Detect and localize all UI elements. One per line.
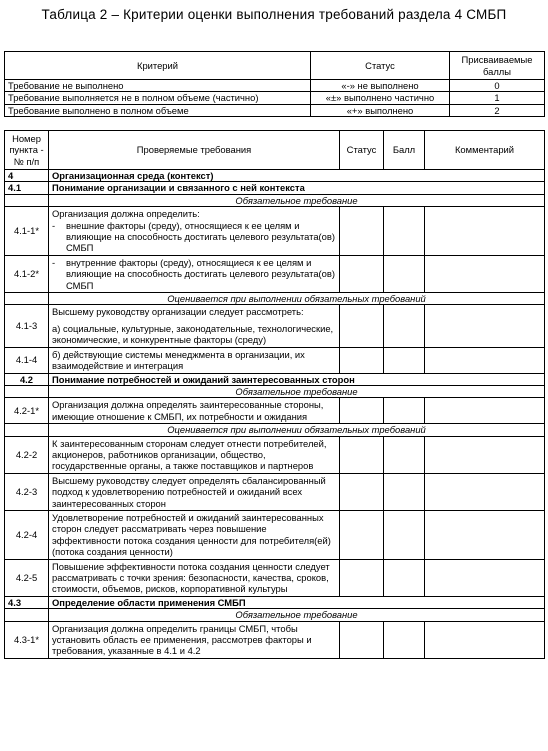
- requirement-row: [5, 398, 545, 424]
- requirement-text: Повышение эффективности потока создания ценности следует рассматривать с точки зрения: безопасности, качества, сроков, стоимости, объемов, рисков, корпоративной культуры: [49, 559, 340, 596]
- status-cell[interactable]: [340, 305, 384, 347]
- requirement-text: Организация должна определить: - внешние факторы (среду), относящиеся к ее целям и влияющие на способность достигать целевого результата(ов) СМБП: [49, 207, 340, 256]
- score-cell[interactable]: [384, 305, 425, 347]
- comment-cell[interactable]: [425, 207, 545, 256]
- score-cell[interactable]: [384, 510, 425, 559]
- legend-status: «+» выполнено: [311, 104, 450, 116]
- requirement-number: 4.2-1*: [5, 398, 49, 424]
- status-cell[interactable]: [340, 207, 384, 256]
- requirement-text: Высшему руководству следует определять сбалансированный подход к удовлетворению потребностей и ожиданий всех заинтересованных сторон: [49, 473, 340, 510]
- requirement-row: [5, 473, 545, 510]
- section-number: 4.1: [5, 182, 49, 194]
- requirement-text: б) действующие системы менеджмента в организации, их взаимодействие и интеграция: [49, 347, 340, 373]
- section-number: 4.2: [5, 373, 49, 385]
- comment-cell[interactable]: [425, 255, 545, 292]
- requirement-number: 4.2-4: [5, 510, 49, 559]
- requirement-text: Высшему руководству организации следует рассмотреть: а) социальные, культурные, законодательные, технологические, экономические, и конкурентные факторы (среду): [49, 305, 340, 347]
- requirement-row: [5, 436, 545, 473]
- status-cell[interactable]: [340, 347, 384, 373]
- section-title: Понимание потребностей и ожиданий заинтересованных сторон: [49, 373, 545, 385]
- mandatory-label: Обязательное требование: [49, 385, 545, 397]
- comment-cell[interactable]: [425, 347, 545, 373]
- section-row: [5, 170, 545, 182]
- score-cell[interactable]: [384, 621, 425, 658]
- subheader-row: [5, 293, 545, 305]
- header-score: Балл: [384, 131, 425, 170]
- status-cell[interactable]: [340, 255, 384, 292]
- legend-row: [5, 104, 545, 116]
- subheader-row: [5, 385, 545, 397]
- requirement-row: [5, 559, 545, 596]
- status-cell[interactable]: [340, 621, 384, 658]
- status-legend-table: [4, 51, 545, 117]
- subheader-row: [5, 424, 545, 436]
- requirement-number: 4.1-4: [5, 347, 49, 373]
- score-cell[interactable]: [384, 559, 425, 596]
- header-requirement: Проверяемые требования: [49, 131, 340, 170]
- section-title: Определение области применения СМБП: [49, 596, 545, 608]
- section-title: Организационная среда (контекст): [49, 170, 545, 182]
- legend-header-row: [5, 52, 545, 80]
- requirement-number: 4.1-3: [5, 305, 49, 347]
- score-cell[interactable]: [384, 207, 425, 256]
- legend-row: [5, 92, 545, 104]
- mandatory-label: Обязательное требование: [49, 194, 545, 206]
- status-cell[interactable]: [340, 398, 384, 424]
- requirement-number: 4.2-3: [5, 473, 49, 510]
- subheader-row: [5, 194, 545, 206]
- requirement-text: К заинтересованным сторонам следует отнести потребителей, акционеров, работников организации, общество, государственные органы, а также поставщиков и партнеров: [49, 436, 340, 473]
- legend-row: [5, 80, 545, 92]
- status-cell[interactable]: [340, 559, 384, 596]
- requirement-text: - внутренние факторы (среду), относящиеся к ее целям и влияющие на способность достигать целевого результата(ов) СМБП: [49, 255, 340, 292]
- requirement-number: 4.3-1*: [5, 621, 49, 658]
- requirement-row: [5, 347, 545, 373]
- status-cell[interactable]: [340, 510, 384, 559]
- subheader-row: [5, 609, 545, 621]
- score-cell[interactable]: [384, 473, 425, 510]
- comment-cell[interactable]: [425, 473, 545, 510]
- comment-cell[interactable]: [425, 398, 545, 424]
- section-row: [5, 182, 545, 194]
- requirement-number: 4.2-5: [5, 559, 49, 596]
- header-status: Статус: [340, 131, 384, 170]
- requirement-text: Организация должна определять заинтересованные стороны, имеющие отношение к СМБП, их потребности и ожидания: [49, 398, 340, 424]
- comment-cell[interactable]: [425, 305, 545, 347]
- header-number: Номер пункта - № п/п: [5, 131, 49, 170]
- requirement-text: Удовлетворение потребностей и ожиданий заинтересованных сторон следует рассматривать через повышение эффективности потока создания ценности для потребителя(ей) (потока создания ценности): [49, 510, 340, 559]
- score-cell[interactable]: [384, 347, 425, 373]
- section-number: 4: [5, 170, 49, 182]
- requirement-number: 4.1-2*: [5, 255, 49, 292]
- legend-header-status: Статус: [311, 52, 450, 80]
- score-cell[interactable]: [384, 436, 425, 473]
- score-cell[interactable]: [384, 398, 425, 424]
- section-row: [5, 373, 545, 385]
- section-title: Понимание организации и связанного с ней контекста: [49, 182, 545, 194]
- comment-cell[interactable]: [425, 621, 545, 658]
- legend-criterion: Требование выполнено в полном объеме: [5, 104, 311, 116]
- legend-status: «±» выполнено частично: [311, 92, 450, 104]
- page-title: Таблица 2 – Критерии оценки выполнения требований раздела 4 СМБП: [41, 7, 507, 22]
- comment-cell[interactable]: [425, 510, 545, 559]
- mandatory-label: Обязательное требование: [49, 609, 545, 621]
- section-number: 4.3: [5, 596, 49, 608]
- status-cell[interactable]: [340, 436, 384, 473]
- comment-cell[interactable]: [425, 559, 545, 596]
- requirement-row: [5, 207, 545, 256]
- legend-header-points: Присваиваемые баллы: [450, 52, 545, 80]
- requirements-header-row: [5, 131, 545, 170]
- legend-points: 1: [450, 92, 545, 104]
- requirement-row: [5, 255, 545, 292]
- requirement-number: 4.2-2: [5, 436, 49, 473]
- header-comment: Комментарий: [425, 131, 545, 170]
- status-cell[interactable]: [340, 473, 384, 510]
- legend-status: «-» не выполнено: [311, 80, 450, 92]
- requirement-row: [5, 305, 545, 347]
- legend-points: 0: [450, 80, 545, 92]
- requirement-row: [5, 510, 545, 559]
- requirement-number: 4.1-1*: [5, 207, 49, 256]
- legend-criterion: Требование выполняется не в полном объеме (частично): [5, 92, 311, 104]
- section-row: [5, 596, 545, 608]
- legend-header-criterion: Критерий: [5, 52, 311, 80]
- legend-criterion: Требование не выполнено: [5, 80, 311, 92]
- evaluated-label: Оценивается при выполнении обязательных требований: [49, 424, 545, 436]
- score-cell[interactable]: [384, 255, 425, 292]
- requirement-row: [5, 621, 545, 658]
- comment-cell[interactable]: [425, 436, 545, 473]
- requirement-text: Организация должна определить границы СМБП, чтобы установить область ее применения, рассмотрев факторы и требования, указанные в 4.1 и 4.2: [49, 621, 340, 658]
- evaluated-label: Оценивается при выполнении обязательных требований: [49, 293, 545, 305]
- requirements-table: [4, 130, 545, 659]
- legend-points: 2: [450, 104, 545, 116]
